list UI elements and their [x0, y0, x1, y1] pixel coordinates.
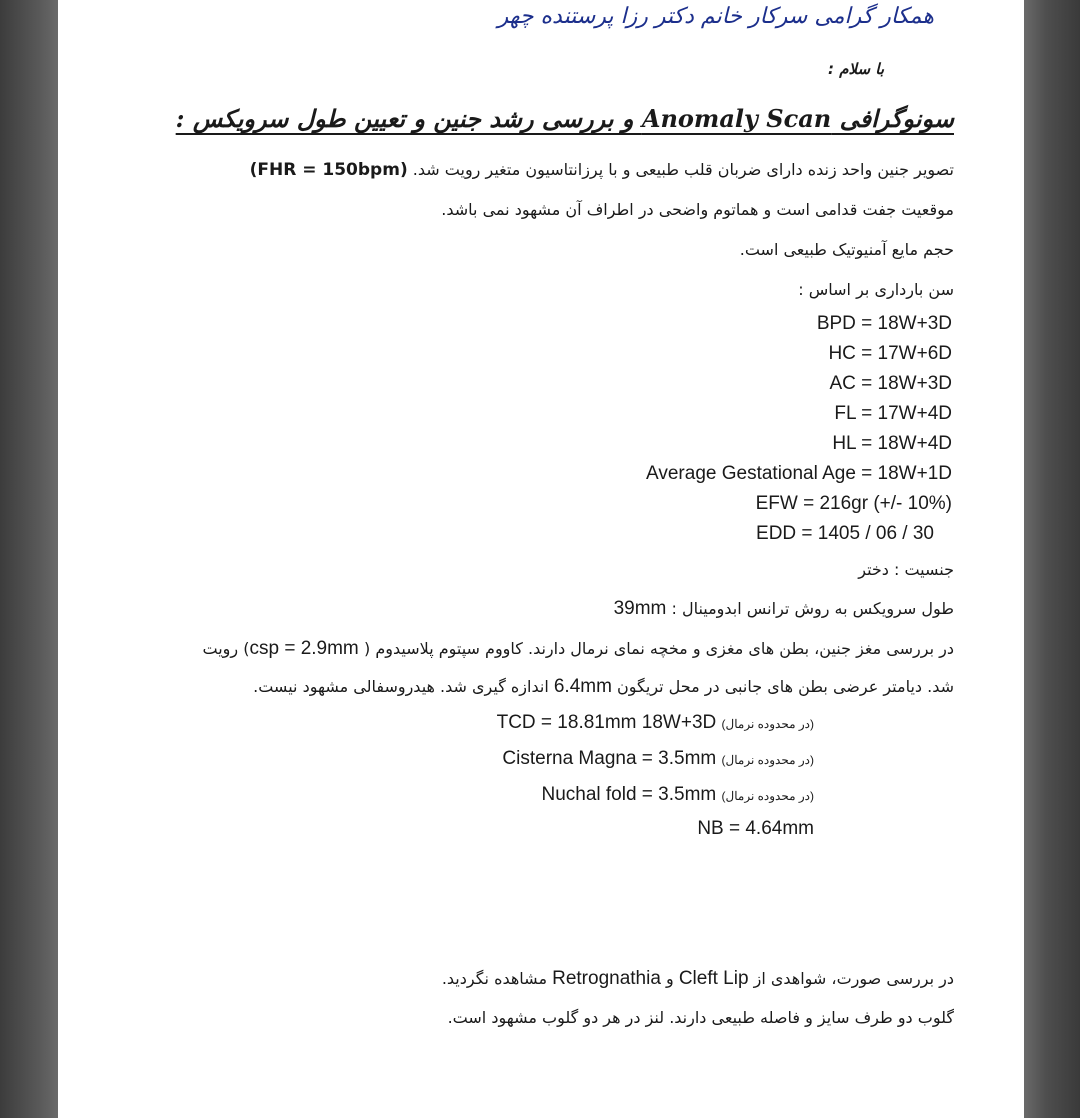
cervix-length — [614, 598, 954, 620]
document-page — [58, 0, 1024, 1118]
cervix-value: 39mm — [613, 598, 667, 619]
nb-value: NB = 4.64mm — [697, 818, 814, 839]
face-line-1-end: مشاهده نگردید. — [441, 969, 553, 988]
salutation-handwriting: همکار گرامی سرکار خانم دکتر رزا پرستنده چهر — [497, 4, 934, 29]
cervix-label: طول سرویکس به روش ترانس ابدومینال : — [671, 599, 954, 618]
brain-line-1 — [203, 638, 954, 660]
brain-line-2-start: شد. دیامتر عرضی بطن های جانبی در محل تریگون — [611, 677, 954, 696]
paragraph-ga-basis: سن بارداری بر اساس : — [798, 280, 954, 299]
nuchal-value: Nuchal fold = 3.5mm — [541, 784, 717, 805]
face-line-2: گلوب دو طرف سایز و فاصله طبیعی دارند. لنز در هر دو گلوب مشهود است. — [447, 1008, 954, 1027]
face-and: و — [660, 969, 679, 988]
tcd-value: TCD = 18.81mm 18W+3D — [496, 712, 717, 733]
paragraph-fetus-status — [250, 160, 954, 180]
gender: جنسیت : دختر — [858, 560, 954, 579]
csp-value: csp = 2.9mm — [249, 638, 365, 659]
fhr-value: (FHR = 150bpm) — [249, 160, 408, 180]
cisterna-value: Cisterna Magna = 3.5mm — [502, 748, 717, 769]
tcd-note: (در محدوده نرمال) — [721, 717, 814, 731]
brain-line-2-end: اندازه گیری شد. هیدروسفالی مشهود نیست. — [253, 677, 554, 696]
face-line-1-start: در بررسی صورت، شواهدی از — [748, 969, 954, 988]
nuchal-note: (در محدوده نرمال) — [721, 789, 814, 803]
viewer-left-margin — [0, 0, 58, 1118]
ventricle-value: 6.4mm — [553, 676, 612, 697]
measurement-hc: HC = 17W+6D — [828, 343, 952, 364]
measurement-bpd: BPD = 18W+3D — [816, 313, 952, 334]
measurement-efw: EFW = 216gr (+/- 10%) — [755, 493, 952, 514]
fetus-status-text: تصویر جنین واحد زنده دارای ضربان قلب طبیعی و با پرزانتاسیون متغیر رویت شد. — [407, 160, 954, 179]
face-line-1 — [442, 968, 954, 990]
measurement-ac: AC = 18W+3D — [829, 373, 952, 394]
viewer-right-margin — [1024, 0, 1080, 1118]
cleft-lip-term: Cleft Lip — [678, 968, 749, 989]
cisterna-note: (در محدوده نرمال) — [721, 753, 814, 767]
brain-line-1-end: ) رویت — [202, 639, 250, 658]
paragraph-placenta: موقعیت جفت قدامی است و هماتوم واضحی در اطراف آن مشهود نمی باشد. — [441, 200, 954, 219]
cerebellum-cisterna-magna — [502, 748, 814, 770]
greeting: با سلام : — [828, 60, 884, 78]
cerebellum-tcd — [497, 712, 814, 734]
paragraph-amniotic: حجم مایع آمنیوتیک طبیعی است. — [739, 240, 954, 259]
measurement-edd: EDD = 1405 / 06 / 30 — [756, 523, 934, 544]
brain-line-2 — [253, 676, 954, 698]
retrognathia-term: Retrognathia — [552, 968, 661, 989]
measurement-fl: FL = 17W+4D — [834, 403, 952, 424]
brain-line-1-start: در بررسی مغز جنین، بطن های مغزی و مخچه نمای نرمال دارند. کاووم سپتوم پلاسیدوم ( — [364, 639, 954, 658]
cerebellum-nb — [697, 818, 814, 840]
report-title: سونوگرافی Anomaly Scan و بررسی رشد جنین و تعیین طول سرویکس : — [175, 104, 954, 133]
measurement-hl: HL = 18W+4D — [832, 433, 952, 454]
cerebellum-nuchal-fold — [541, 784, 814, 806]
measurement-average-ga: Average Gestational Age = 18W+1D — [646, 463, 952, 484]
